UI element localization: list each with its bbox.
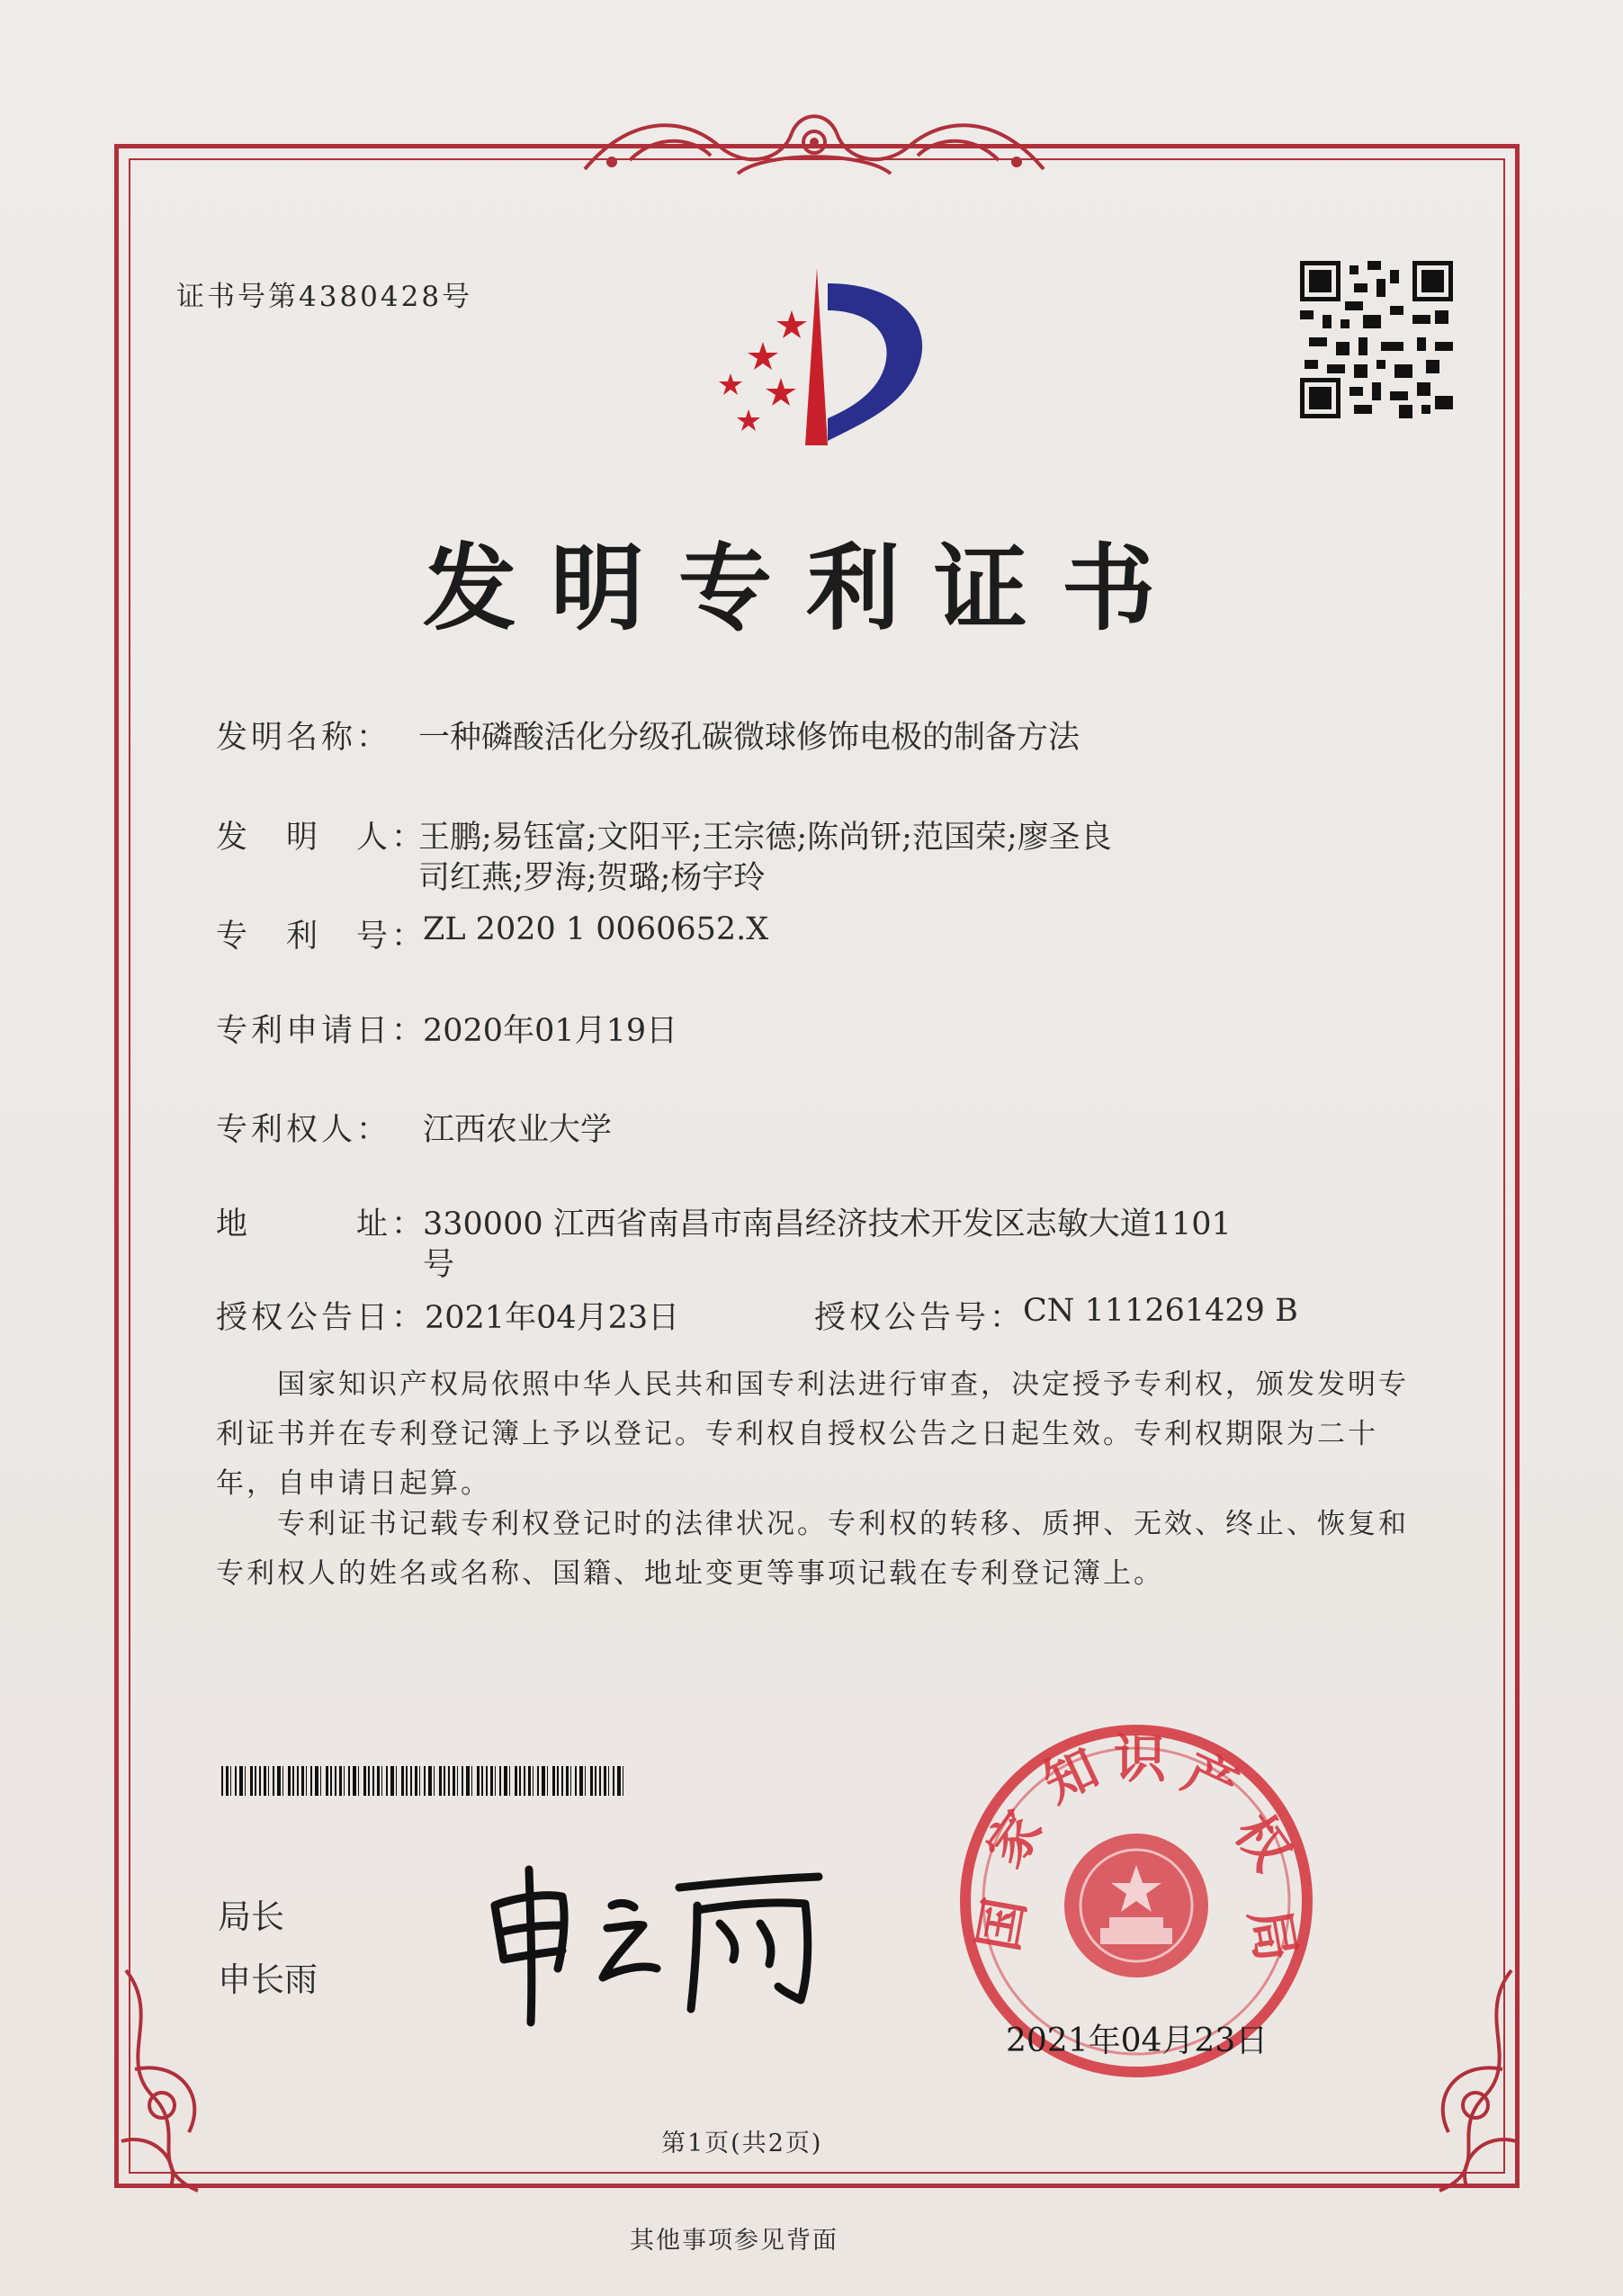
grant-number-label: 授权公告号： xyxy=(814,1300,1026,1336)
svg-text:知: 知 xyxy=(1034,1736,1108,1815)
address-value-line2: 号 xyxy=(423,1247,455,1283)
grant-date-label: 授权公告日： xyxy=(216,1300,427,1336)
top-ornament xyxy=(576,106,1053,185)
patentee-label: 专利权人： xyxy=(216,1112,392,1148)
certificate-number: 证书号第4380428号 xyxy=(176,281,473,313)
page-number: 第1页(共2页) xyxy=(661,2130,823,2157)
invention-name-value: 一种磷酸活化分级孔碳微球修饰电极的制备方法 xyxy=(418,720,1081,756)
svg-text:权: 权 xyxy=(1223,1803,1304,1881)
bottom-right-ornament xyxy=(1394,1961,1529,2204)
grant-date-value: 2021年04月23日 xyxy=(425,1300,680,1336)
legal-status-paragraph: 专利证书记载专利权登记时的法律状况。专利权的转移、质押、无效、终止、恢复和专利权人的姓名或名称、国籍、地址变更等事项记载在专利登记簿上。 xyxy=(216,1508,1409,1590)
inventors-label: 发 明 人： xyxy=(216,820,427,856)
barcode xyxy=(221,1766,624,1796)
signatory-title: 局长 xyxy=(218,1897,284,1936)
patent-number-label: 专 利 号： xyxy=(216,919,427,955)
address-label: 地 址： xyxy=(216,1206,427,1242)
grant-number-value: CN 111261429 B xyxy=(1023,1293,1298,1329)
svg-text:识: 识 xyxy=(1114,1728,1167,1789)
address-value-line1: 330000 江西省南昌市南昌经济技术开发区志敏大道1101 xyxy=(423,1206,1232,1242)
svg-text:产: 产 xyxy=(1173,1741,1248,1819)
invention-name-label: 发明名称： xyxy=(216,720,392,756)
application-date-value: 2020年01月19日 xyxy=(423,1013,678,1049)
patent-number-value: ZL 2020 1 0060652.X xyxy=(423,911,769,947)
handwritten-signature xyxy=(477,1852,837,2031)
application-date-label: 专利申请日： xyxy=(216,1013,427,1049)
reverse-side-note: 其他事项参见背面 xyxy=(630,2227,838,2255)
signatory-name: 申长雨 xyxy=(218,1960,318,1999)
svg-text:家: 家 xyxy=(973,1799,1054,1879)
grant-statement-paragraph: 国家知识产权局依照中华人民共和国专利法进行审查，决定授予专利权，颁发发明专利证书并在专利登记簿上予以登记。专利权自授权公告之日起生效。专利权期限为二十年，自申请日起算。 xyxy=(216,1368,1409,1500)
inventors-value-line2: 司红燕;罗海;贺璐;杨宇玲 xyxy=(418,860,766,896)
national-emblem-icon xyxy=(1064,1834,1208,1978)
document-title: 发明专利证书 xyxy=(423,534,1190,643)
seal-date: 2021年04月23日 xyxy=(1006,2022,1269,2059)
svg-text:国: 国 xyxy=(967,1893,1037,1956)
inventors-value-line1: 王鹏;易钰富;文阳平;王宗德;陈尚钘;范国荣;廖圣良 xyxy=(418,820,1112,856)
svg-text:局: 局 xyxy=(1237,1904,1308,1967)
patentee-value: 江西农业大学 xyxy=(423,1112,613,1148)
patent-office-logo-icon xyxy=(693,261,940,454)
qr-code-icon xyxy=(1300,261,1453,418)
